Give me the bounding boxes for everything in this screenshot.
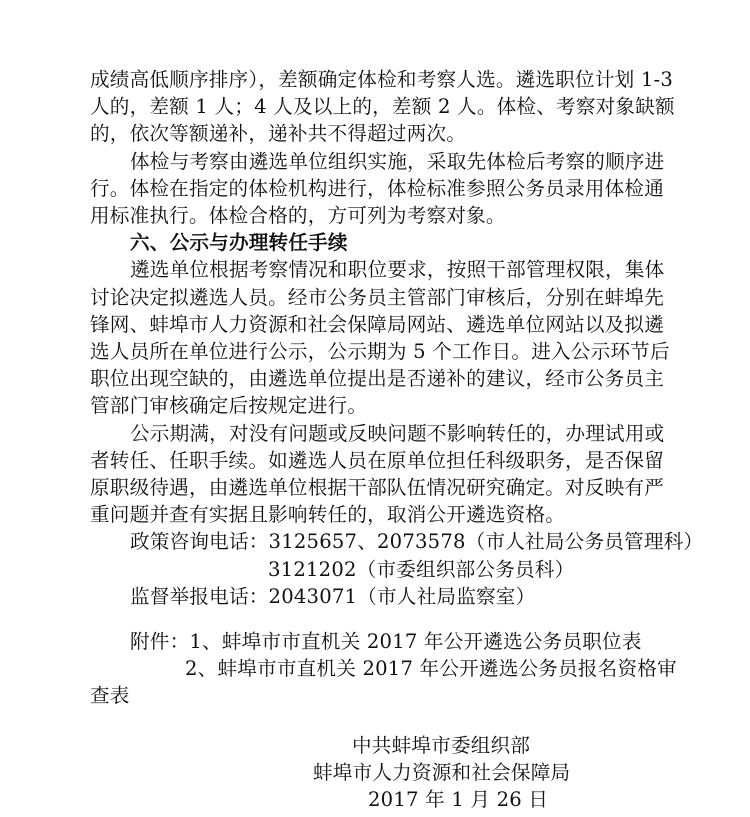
body-line: 管部门审核确定后按规定进行。 xyxy=(90,394,368,417)
section-heading: 六、公示与办理转任手续 xyxy=(130,231,348,254)
body-line: 人的，差额 1 人；4 人及以上的，差额 2 人。体检、考察对象缺额 xyxy=(90,95,675,118)
signature-date: 2017 年 1 月 26 日 xyxy=(368,788,549,811)
supervision-phone: 监督举报电话：2043071（市人社局监察室） xyxy=(130,585,536,608)
body-line: 的，依次等额递补，递补共不得超过两次。 xyxy=(90,122,467,145)
body-line: 者转任、任职手续。如遴选人员在原单位担任科级职务，是否保留 xyxy=(90,449,665,472)
body-line: 职位出现空缺的，由遴选单位提出是否递补的建议，经市公务员主 xyxy=(90,367,665,390)
policy-phone-secondary: 3121202（市委组织部公务员科） xyxy=(268,558,575,581)
signature-org-2: 蚌埠市人力资源和社会保障局 xyxy=(313,761,571,784)
body-line: 选人员所在单位进行公示，公示期为 5 个工作日。进入公示环节后 xyxy=(90,340,670,363)
attachment-1: 附件：1、蚌埠市市直机关 2017 年公开遴选公务员职位表 xyxy=(130,630,642,653)
attachment-2-continued: 查表 xyxy=(90,684,130,707)
body-line: 讨论决定拟遴选人员。经市公务员主管部门审核后，分别在蚌埠先 xyxy=(90,286,665,309)
body-line: 锋网、蚌埠市人力资源和社会保障局网站、遴选单位网站以及拟遴 xyxy=(90,313,665,336)
attachment-2: 2、蚌埠市市直机关 2017 年公开遴选公务员报名资格审 xyxy=(185,657,677,680)
policy-phone: 政策咨询电话：3125657、2073578（市人社局公务员管理科） xyxy=(130,530,704,553)
body-line: 原职级待遇，由遴选单位根据干部队伍情况研究确定。对反映有严 xyxy=(90,476,665,499)
body-line: 成绩高低顺序排序），差额确定体检和考察人选。遴选职位计划 1-3 xyxy=(90,68,674,91)
paragraph-line: 体检与考察由遴选单位组织实施，采取先体检后考察的顺序进 xyxy=(130,150,665,173)
body-line: 重问题并查有实据且影响转任的，取消公开遴选资格。 xyxy=(90,503,566,526)
body-line: 行。体检在指定的体检机构进行，体检标准参照公务员录用体检通 xyxy=(90,177,665,200)
paragraph-line: 公示期满，对没有问题或反映问题不影响转任的，办理试用或 xyxy=(130,422,665,445)
signature-org-1: 中共蚌埠市委组织部 xyxy=(352,734,531,757)
body-line: 用标准执行。体检合格的，方可列为考察对象。 xyxy=(90,204,506,227)
paragraph-line: 遴选单位根据考察情况和职位要求，按照干部管理权限，集体 xyxy=(130,258,665,281)
